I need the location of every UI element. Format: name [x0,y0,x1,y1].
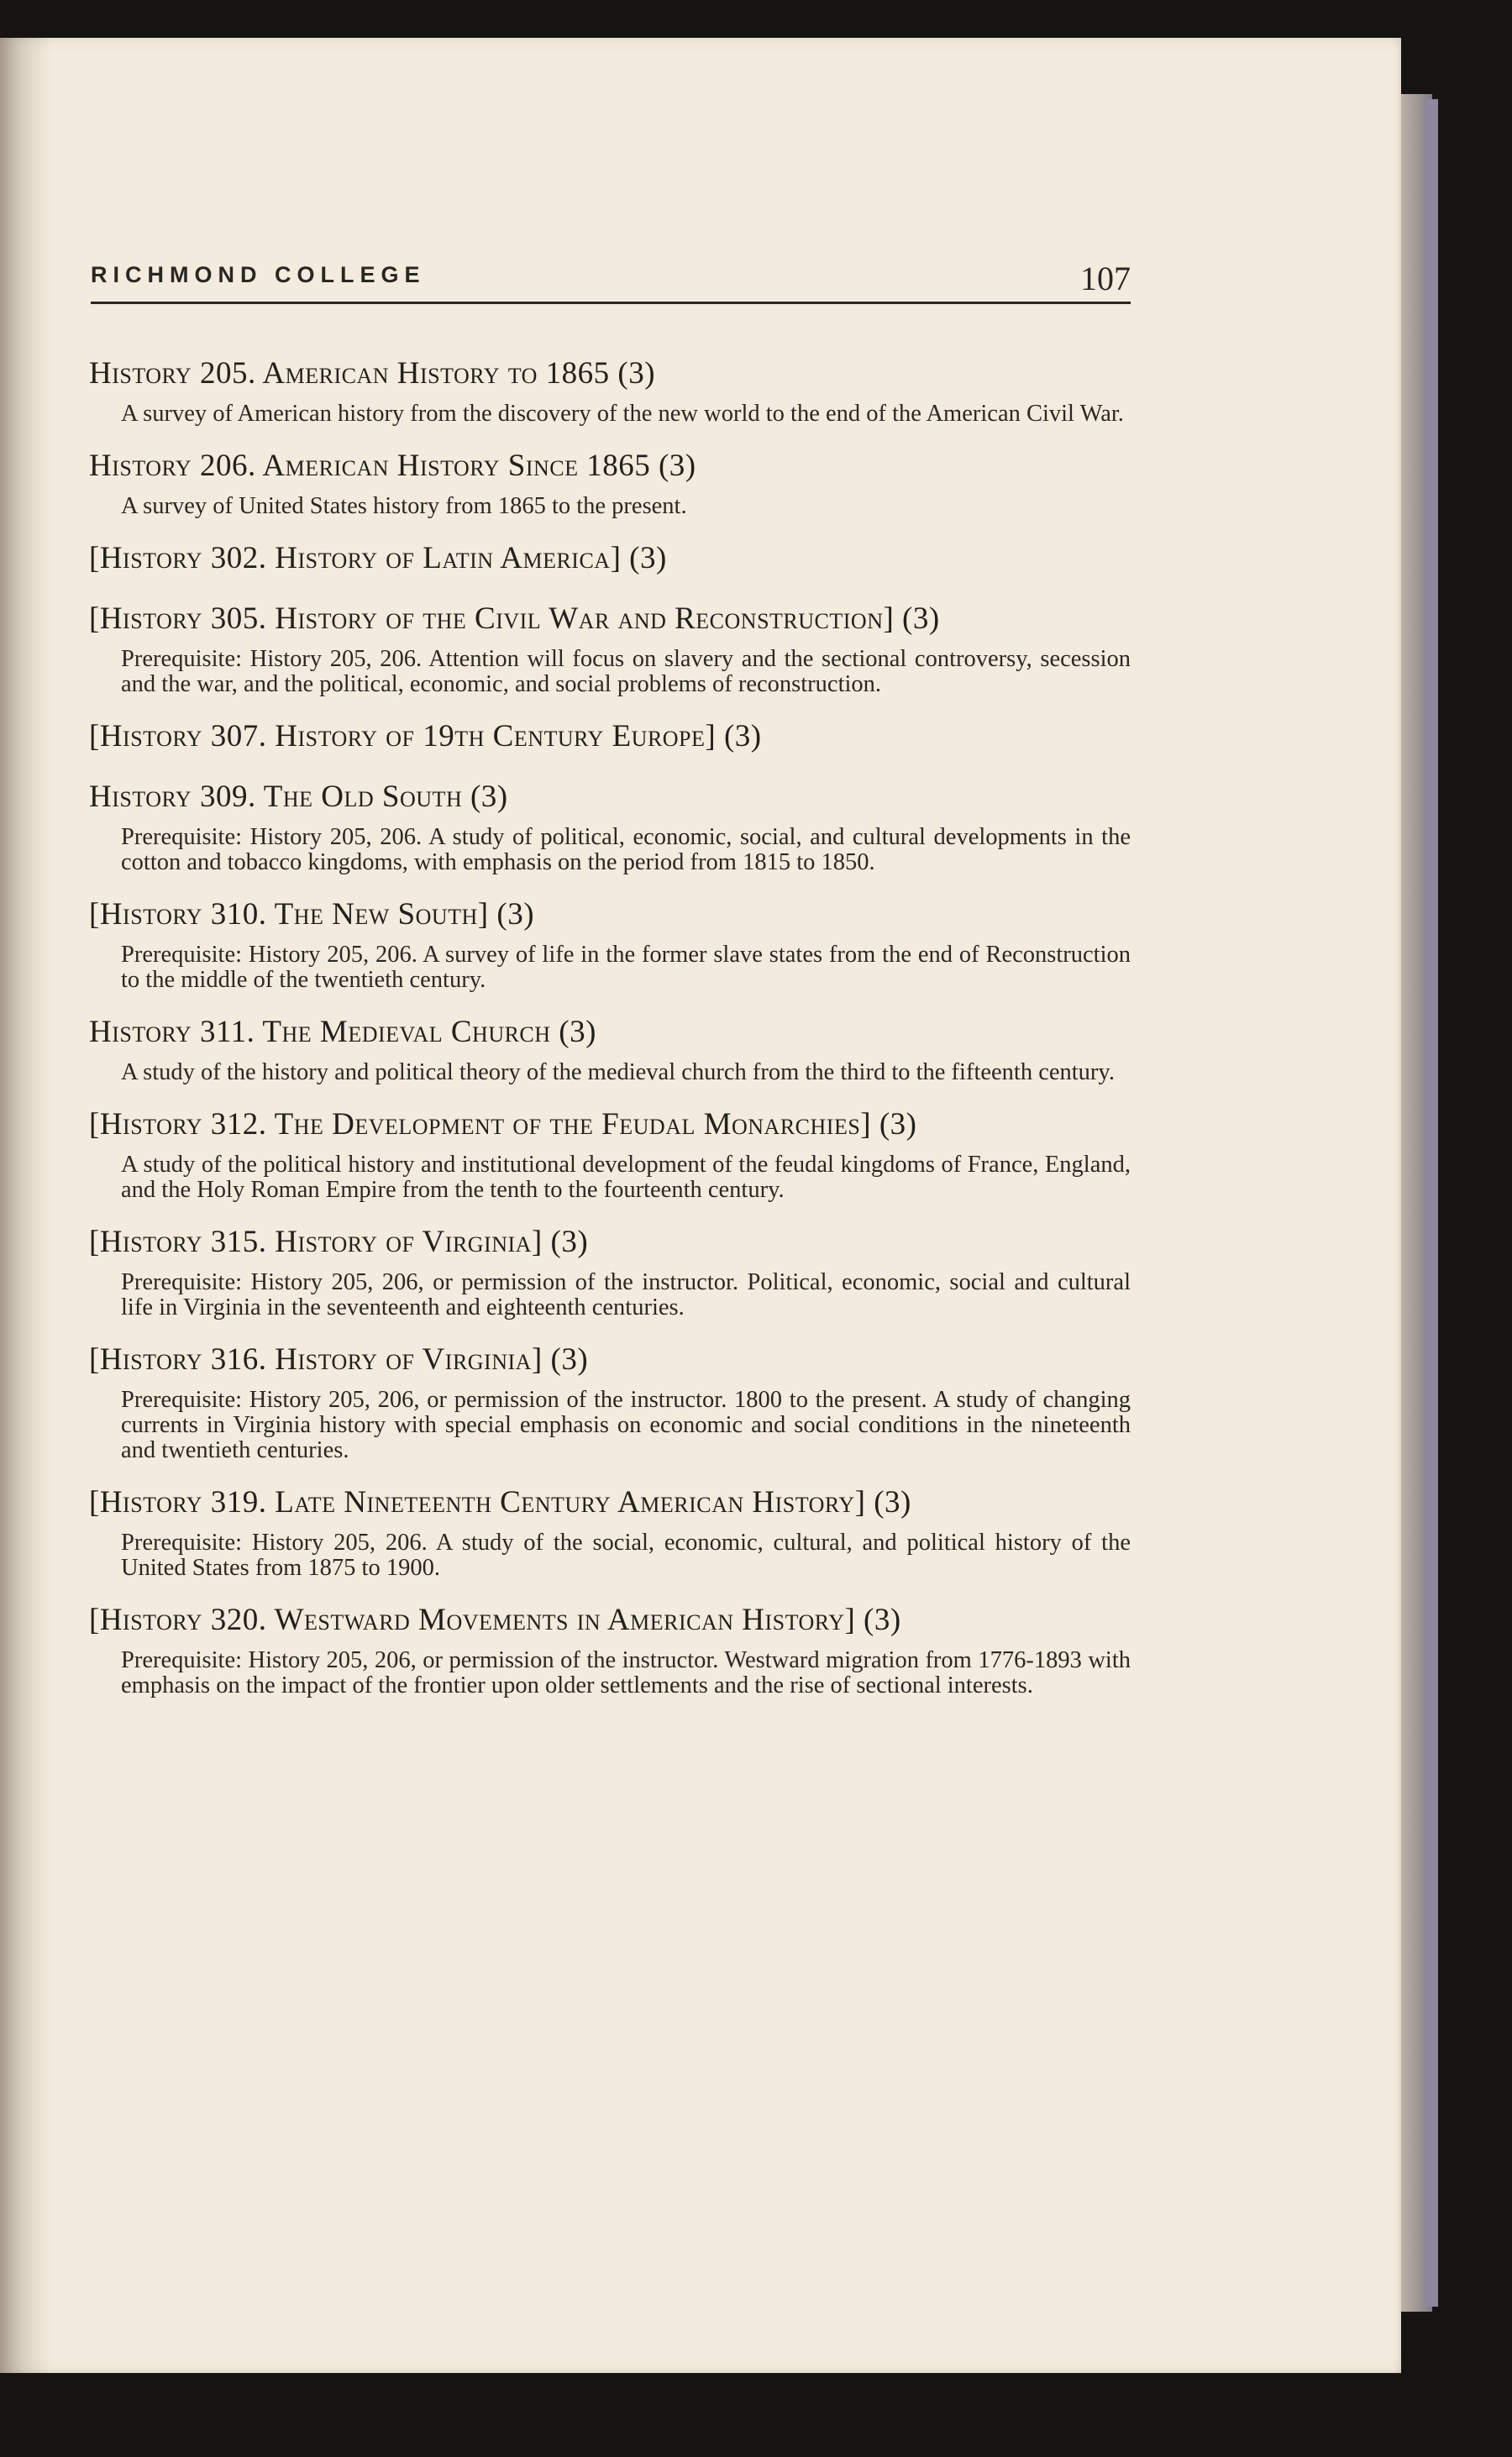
course-title: History 309. The Old South (3) [89,780,508,814]
course-entry [89,1104,1131,1203]
course-description: Prerequisite: History 205, 206. A study of political, economic, social, and cultural developments in the cotton and tobacco kingdoms, with emphasis on the period from 1815 to 1850. [121,824,1131,875]
course-description: A study of the political history and institutional development of the feudal kingdoms of France, England, and the Holy Roman Empire from the tenth to the fourteenth century. [121,1152,1131,1203]
course-title: History 311. The Medieval Church (3) [89,1015,596,1049]
course-entry [89,1011,1131,1085]
course-entry [89,353,1131,427]
course-description: A survey of United States history from 1865 to the present. [121,493,687,519]
page-number: 107 [1080,260,1131,297]
course-description: Prerequisite: History 205, 206. Attention will focus on slavery and the sectional controversy, secession and the war, and the political, economic, and social problems of reconstruction. [121,646,1131,697]
course-title: [History 307. History of 19th Century Europe] (3) [89,719,762,753]
course-title: History 205. American History to 1865 (3) [89,356,656,391]
course-entry [89,776,1131,875]
course-entry [89,894,1131,993]
course-description: A study of the history and political theory of the medieval church from the third to the fifteenth century. [121,1059,1115,1085]
course-description: Prerequisite: History 205, 206. A study of the social, economic, cultural, and political history of the United States from 1875 to 1900. [121,1530,1131,1581]
course-description: A survey of American history from the discovery of the new world to the end of the American Civil War. [121,401,1124,427]
book-cover-edge [1426,99,1438,2307]
course-title: [History 315. History of Virginia] (3) [89,1225,589,1259]
course-title: [History 320. Westward Movements in American History] (3) [89,1603,901,1637]
course-description: Prerequisite: History 205, 206, or permission of the instructor. 1800 to the present. A study of changing currents in Virginia history with special emphasis on economic and social conditions in the nineteenth and twentieth centuries. [121,1387,1131,1463]
course-entry [89,1599,1131,1698]
college-name: RICHMOND COLLEGE [91,262,426,287]
course-entry [89,445,1131,519]
course-title: History 206. American History Since 1865 (3) [89,449,696,483]
course-title: [History 310. The New South] (3) [89,897,535,932]
course-title: [History 316. History of Virginia] (3) [89,1342,589,1377]
course-description: Prerequisite: History 205, 206. A survey of life in the former slave states from the end of Reconstruction to the middle of the twentieth century. [121,942,1131,993]
course-title: [History 312. The Development of the Feudal Monarchies] (3) [89,1107,917,1142]
course-entry [89,1221,1131,1320]
course-entry [89,538,1131,580]
course-title: [History 302. History of Latin America] (3) [89,541,667,575]
course-entry [89,598,1131,697]
course-description: Prerequisite: History 205, 206, or permission of the instructor. Political, economic, social and cultural life in Virginia in the seventeenth and eighteenth centuries. [121,1269,1131,1320]
course-title: [History 305. History of the Civil War and Reconstruction] (3) [89,601,940,636]
course-description: Prerequisite: History 205, 206, or permission of the instructor. Westward migration from 1776-1893 with emphasis on the impact of the frontier upon older settlements and the rise of sectional interests. [121,1647,1131,1698]
running-header [91,225,1131,302]
course-entry [89,1339,1131,1463]
course-entry [89,1482,1131,1581]
gutter-shadow [0,38,50,2373]
header-rule [91,302,1131,304]
course-entry [89,716,1131,758]
course-list [89,353,1131,1717]
course-title: [History 319. Late Nineteenth Century American History] (3) [89,1485,911,1520]
